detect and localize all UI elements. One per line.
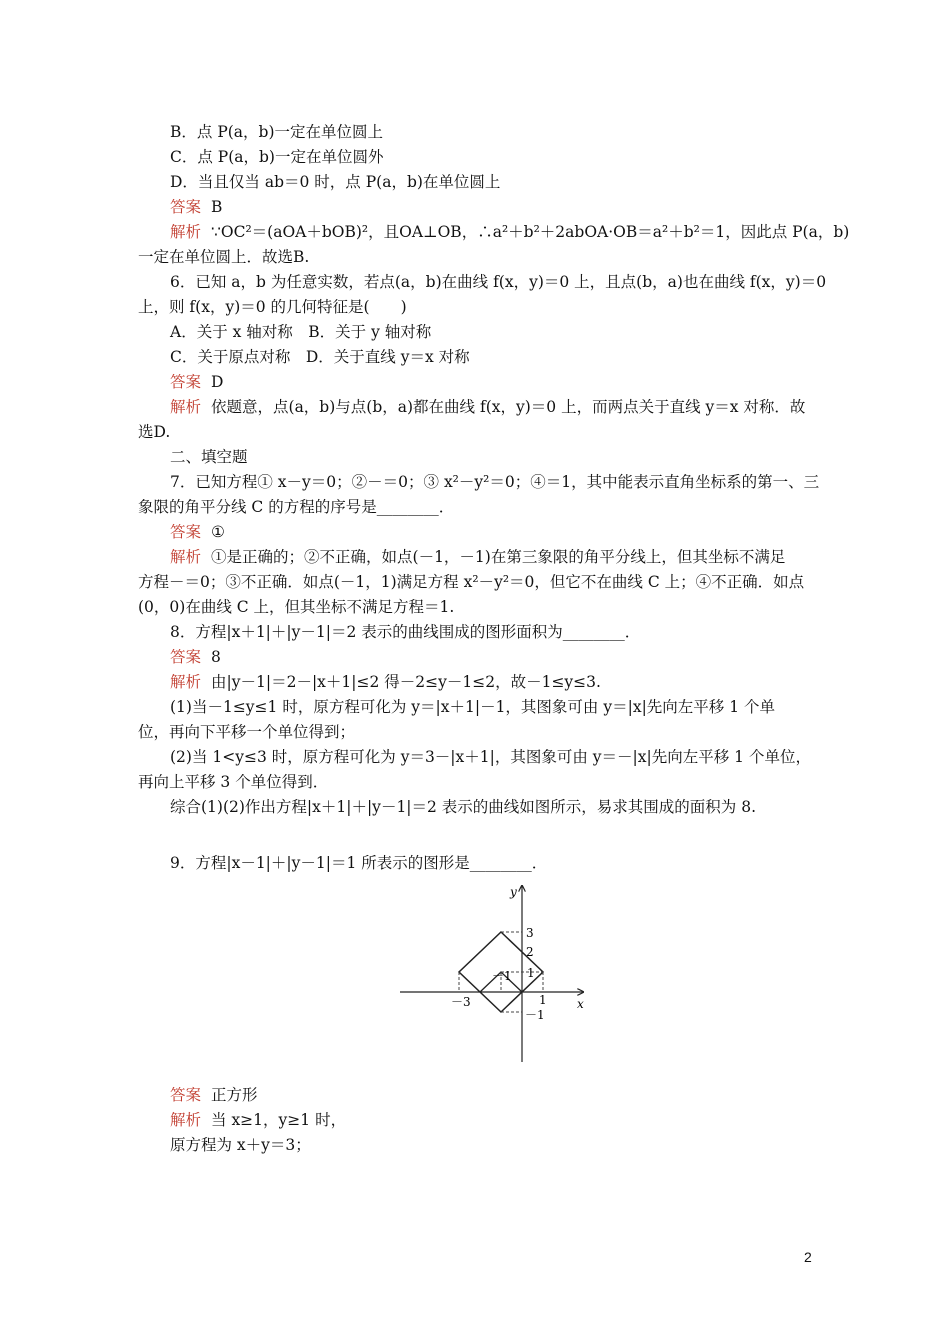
tick-x-minus3: －3 [451,995,471,1009]
analysis-summary: 综合(1)(2)作出方程|x＋1|＋|y－1|＝2 表示的曲线如图所示，易求其围成的面积为 8. [170,798,757,816]
analysis-line-6 [170,395,860,420]
answer-label: 答案 [170,523,202,541]
analysis-label: 解析 [170,548,202,566]
tick-y-2: 2 [526,945,534,959]
coordinate-figure [395,880,595,1065]
answer-label: 答案 [170,648,202,666]
question-6-cont: 上，则 f(x，y)＝0 的几何特征是( ) [138,298,407,316]
answer-value: B [211,198,223,216]
analysis-cont: 方程－＝0；③不正确．如点(－1，1)满足方程 x²－y²＝0，但它不在曲线 C 上；④不正确．如点 [138,573,805,591]
answer-line-9 [170,1083,860,1108]
x-axis-label: x [577,997,584,1011]
option-c: C．点 P(a，b)一定在单位圆外 [170,148,384,166]
analysis-line-5 [170,220,860,245]
analysis-step-2: (2)当 1<y≤3 时，原方程可化为 y＝3－|x＋1|，其图象可由 y＝－|x|先向左平移 1 个单位， [170,748,811,766]
question-6: 6．已知 a，b 为任意实数，若点(a，b)在曲线 f(x，y)＝0 上，且点(b，a)也在曲线 f(x，y)＝0 [170,273,827,291]
answer-value: D [211,373,224,391]
analysis-text: ∵OC²＝(aOA＋bOB)²，且OA⊥OB，∴a²＋b²＋2abOA·OB＝a²＋b²＝1，因此点 P(a，b) [211,223,850,241]
page-number: 2 [804,1249,812,1265]
answer-label: 答案 [170,373,202,391]
analysis-cont: 原方程为 x＋y＝3； [170,1136,311,1154]
question-7: 7．已知方程① x－y＝0；②－＝0；③ x²－y²＝0；④＝1，其中能表示直角坐标系的第一、三 [170,473,820,491]
analysis-cont: (0，0)在曲线 C 上，但其坐标不满足方程＝1. [138,598,455,616]
analysis-cont: 一定在单位圆上．故选B. [138,248,310,266]
analysis-text: ①是正确的；②不正确，如点(－1，－1)在第三象限的角平分线上，但其坐标不满足 [211,548,786,566]
answer-line-7 [170,520,860,545]
tick-y-1: 1 [527,966,535,980]
analysis-line-9 [170,1108,860,1133]
analysis-label: 解析 [170,223,202,241]
section-heading: 二、填空题 [170,448,248,466]
analysis-cont: 选D. [138,423,171,441]
analysis-cont: 位，再向下平移一个单位得到； [138,723,356,741]
option-ab: A．关于 x 轴对称 B．关于 y 轴对称 [170,323,432,341]
analysis-cont: 再向上平移 3 个单位得到． [138,773,329,791]
option-d: D．当且仅当 ab＝0 时，点 P(a，b)在单位圆上 [170,173,501,191]
analysis-text: 当 x≥1，y≥1 时， [211,1111,347,1129]
answer-label: 答案 [170,198,202,216]
analysis-label: 解析 [170,673,202,691]
tick-y-3: 3 [526,926,534,940]
y-axis-label: y [510,885,517,899]
option-cd: C．关于原点对称 D．关于直线 y＝x 对称 [170,348,470,366]
question-8: 8．方程|x＋1|＋|y－1|＝2 表示的曲线围成的图形面积为________． [170,623,641,641]
answer-value: 正方形 [211,1086,258,1104]
analysis-label: 解析 [170,398,202,416]
answer-label: 答案 [170,1086,202,1104]
tick-x-1: 1 [539,993,547,1007]
analysis-text: 依题意，点(a，b)与点(b，a)都在曲线 f(x，y)＝0 上，而两点关于直线 y＝x 对称．故 [211,398,806,416]
question-9: 9．方程|x－1|＋|y－1|＝1 所表示的图形是________． [170,854,548,872]
analysis-label: 解析 [170,1111,202,1129]
answer-value: ① [211,523,225,541]
question-7-cont: 象限的角平分线 C 的方程的序号是________． [138,498,455,516]
figure-svg [395,880,595,1065]
analysis-line-7 [170,545,860,570]
answer-value: 8 [211,648,221,666]
tick-y-minus1: －1 [525,1008,545,1022]
analysis-line-8 [170,670,860,695]
answer-line-5 [170,195,860,220]
answer-line-6 [170,370,860,395]
tick-x-minus1: －1 [492,969,512,983]
analysis-step-1: (1)当－1≤y≤1 时，原方程可化为 y＝|x＋1|－1，其图象可由 y＝|x|先向左平移 1 个单 [170,698,776,716]
analysis-text: 由|y－1|＝2－|x＋1|≤2 得－2≤y－1≤2，故－1≤y≤3. [211,673,601,691]
option-b: B．点 P(a，b)一定在单位圆上 [170,123,384,141]
answer-line-8 [170,645,860,670]
